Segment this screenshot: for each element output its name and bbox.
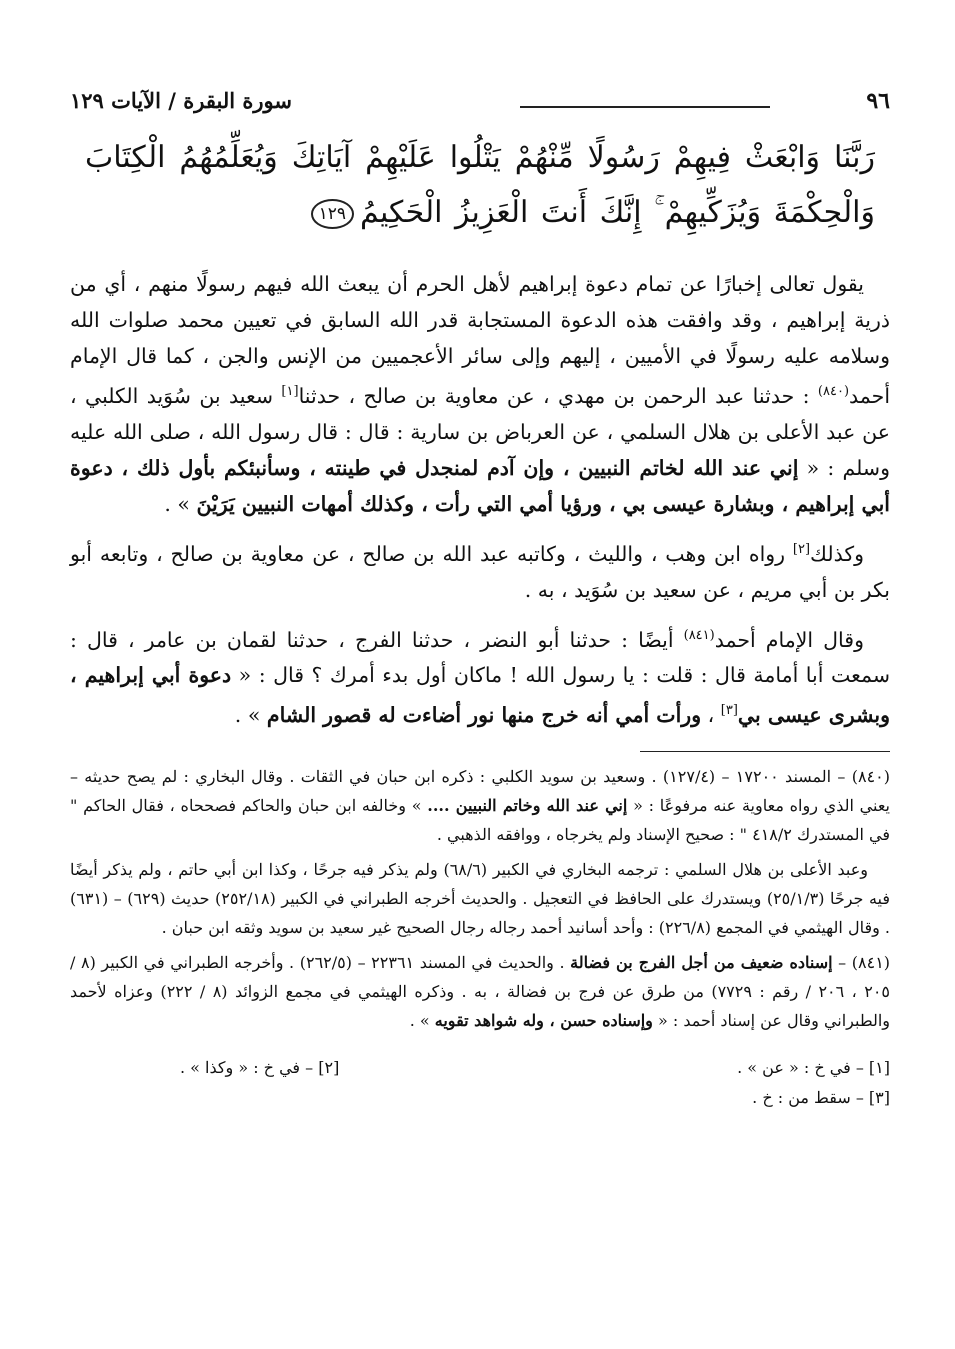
f840-bold: إني عند الله وخاتم النبيين ....: [427, 796, 628, 816]
p2-text-a: وكذلك: [810, 541, 864, 566]
p3-hadith-text-1: دعوة أبي إبراهيم ، وبشرى عيسى بي: [70, 663, 890, 728]
p2-note-mark: [٢]: [792, 541, 811, 557]
variant-notes: [70, 1053, 890, 1113]
p1-footnote-ref: (٨٤٠): [817, 384, 850, 399]
p1-text-end: » .: [164, 491, 197, 516]
f840-text-a: (٨٤٠) – المسند ١٧٢٠٠ – (١٢٧/٤) . وسعيد بن سويد الكلبي : ذكره ابن حبان في الثقات . وقال البخاري : لم يصح حديثه – يعني الذي رواه معاوية عنه مرفوعًا : «: [70, 767, 891, 816]
p1-text-a: يقول تعالى إخبارًا عن تمام دعوة إبراهيم لأهل الحرم أن يبعث الله فيهم رسولًا منهم ، أي من ذرية إبراهيم ، وقد وافقت هذه الدعوة المستجابة قدر الله السابق في تعيين محمد صلوات الله وسلامه عليه رسولًا في الأميين ، إليهم وإلى سائر الأعجميين من الإنس والجن ، كما قال الإمام أحمد: [70, 272, 891, 408]
page-number: ٩٦: [866, 88, 890, 114]
footnote-rule: [640, 751, 890, 752]
p3-note-mark: [٣]: [720, 703, 738, 719]
p3-text-a: وقال الإمام أحمد: [714, 627, 864, 652]
p1-text-b: : حدثنا عبد الرحمن بن مهدي ، عن معاوية بن صالح ، حدثنا: [298, 383, 818, 408]
p1-text-c: سعيد بن سُوَيد الكلبي ، عن عبد الأعلى بن هلال السلمي ، عن العرباض بن سارية : قال : قال رسول الله ، صلى الله عليه وسلم : «: [70, 383, 890, 480]
f841-text-a: (٨٤١) –: [832, 953, 891, 973]
p1-hadith-text: إني عند الله لخاتم النبيين ، وإن آدم لمنجدل في طينته ، وسأنبئكم بأول ذلك ، دعوة أبي إبراهيم ، وبشارة عيسى بي ، ورؤيا أمي التي رأت ، وكذلك أمهات النبيين يَرَيْنَ: [70, 455, 890, 516]
f841-bold-2: وإسناده حسن ، وله شواهد تقويه: [434, 1011, 653, 1031]
quran-verse: [85, 130, 875, 240]
tafsir-text: [70, 266, 890, 733]
note-1: [١] – في خ : « عن » .: [737, 1058, 890, 1078]
note-2: [٢] – في خ : « وكذا » .: [180, 1058, 340, 1078]
paragraph-3: [70, 618, 890, 734]
note-3: [٣] – سقط من : خ .: [752, 1088, 890, 1108]
f841-text-end: » .: [409, 1011, 435, 1031]
p2-text-b: رواه ابن وهب ، والليث ، وكاتبه عبد الله بن صالح ، عن معاوية بن صالح ، وتابعه أبو بكر بن أبي مريم ، عن سعيد بن سُوَيد ، به .: [70, 541, 890, 602]
verse-line-2: وَيُزَكِّيهِمْ ۚ إِنَّكَ أَنتَ الْعَزِيزُ الْحَكِيمُ: [360, 195, 762, 230]
p3-text-end: » .: [234, 703, 267, 728]
f841-bold: إسناده ضعيف من أجل الفرج بن فضالة: [570, 953, 833, 973]
footnote-840-continued: وعبد الأعلى بن هلال السلمي : ترجمه البخاري في الكبير (٦٨/٦) ولم يذكر فيه جرحًا ، وكذا ابن أبي حاتم ، ولم يذكر أيضًا فيه جرحًا (٢٥/١/٣) ويستدرك على الحافظ في التعجيل . والحديث أخرجه الطبراني في الكبير (٢٥٢/١٨) حديث (٦٢٩) – (٦٣١) . وقال الهيثمي في المجمع (٢٢٦/٨) : وأحد أسانيد أحمد رجاله رجال الصحيح غير سعيد بن سويد وثقه ابن حبان .: [70, 860, 891, 938]
header-rule: [520, 106, 770, 108]
book-page: [70, 80, 890, 1113]
footnote-840: [70, 762, 890, 849]
footnote-841: [70, 948, 890, 1035]
p1-note-mark: [١]: [281, 384, 299, 399]
paragraph-1: [70, 266, 890, 522]
p3-footnote-ref: (٨٤١): [683, 627, 715, 643]
verse-line-1: رَبَّنَا وَابْعَثْ فِيهِمْ رَسُولًا مِّنْهُمْ يَتْلُوا عَلَيْهِمْ آيَاتِكَ وَيُعَلِّمُهُمُ الْكِتَابَ وَالْحِكْمَةَ: [85, 140, 875, 230]
page-header: [70, 80, 890, 120]
paragraph-2: [70, 532, 890, 608]
f840-text-b: » وخالفه ابن حبان والحاكم فصححاه ، فقال الحاكم " في المستدرك ٤١٨/٢ " : صحيح الإسناد ولم يخرجاه ، ووافقه الذهبي .: [70, 796, 890, 845]
ayah-number-marker: ١٢٩: [311, 199, 354, 229]
f841-text-b: . والحديث في المسند ٢٢٣٦١ – (٢٦٢/٥) . وأخرجه الطبراني في الكبير (٨ / ٢٠٥ ، ٢٠٦ / رقم : ٧٧٢٩) من طرق عن فرج بن فضالة ، به . وذكره الهيثمي في مجمع الزوائد (٨ / ٢٢٢) وعزاه لأحمد والطبراني وقال عن إسناد أحمد : «: [70, 953, 891, 1031]
p3-hadith-text-2: ورأت أمي أنه خرج منها نور أضاءت له قصور الشام: [266, 703, 702, 728]
p3-text-b: أيضًا : حدثنا أبو النضر ، حدثنا الفرج ، حدثنا لقمان بن عامر ، قال : سمعت أبا أمامة قال : قلت : يا رسول الله ! ماكان أول بدء أمرك ؟ قال : «: [70, 627, 890, 688]
p3-text-c: ،: [701, 703, 721, 728]
notes-row-1: [70, 1053, 890, 1083]
surah-title: سورة البقرة / الآيات ١٢٩: [70, 88, 292, 113]
footnotes: [70, 762, 890, 1035]
